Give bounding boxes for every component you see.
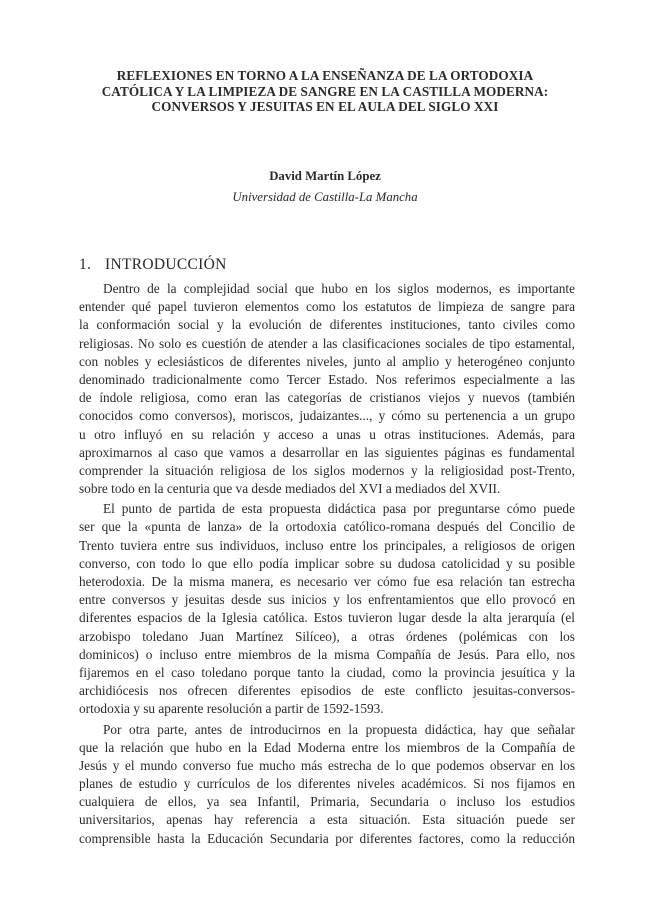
text-line: diferentes espacios de la Iglesia católica. Estos tuvieron lugar desde la alta jerarquía (el <box>79 610 575 626</box>
section-number: 1. <box>79 256 92 273</box>
text-line: conocidos como conversos), moriscos, judaizantes..., y cómo su pertenencia a un grupo <box>79 408 575 424</box>
text-line: comprender la situación religiosa de los siglos modernos y la religiosidad post-Trento, <box>79 462 575 478</box>
text-line: Trento tuviera entre sus individuos, incluso entre los principales, a religiosos de origen <box>79 537 575 553</box>
text-line: aproximarnos al caso que vamos a desarrollar en las siguientes páginas es fundamental <box>79 444 575 460</box>
text-line: arzobispo toledano Juan Martínez Silíceo), a otras órdenes (polémicas con los <box>79 628 575 644</box>
text-line: ortodoxia y su aparente resolución a partir de 1592-1593. <box>79 701 384 717</box>
title-line-2: CATÓLICA Y LA LIMPIEZA DE SANGRE EN LA CASTILLA MODERNA: <box>101 83 549 99</box>
text-line: dominicos) o incluso entre miembros de la misma Compañía de Jesús. Para ello, nos <box>79 646 575 662</box>
paper-title <box>60 68 590 115</box>
text-line: Jesús y el mundo converso fue mucho más estrecha de lo que podemos observar en los <box>79 757 575 773</box>
text-line: que la relación que hubo en la Edad Moderna entre los miembros de la Compañía de <box>79 739 575 755</box>
paragraph-3 <box>79 721 575 848</box>
title-line-1: REFLEXIONES EN TORNO A LA ENSEÑANZA DE LA ORTODOXIA <box>116 68 534 83</box>
text-line: u otro influyó en su relación y acceso a unas u otras instituciones. Además, para <box>79 426 575 442</box>
text-line: entre conversos y jesuitas desde sus inicios y los enfrentamientos que ello provocó en <box>79 592 575 608</box>
text-line: fijaremos en el caso toledano porque tanto la ciudad, como la provincia jesuítica y la <box>79 664 575 680</box>
paragraph-1 <box>79 280 575 498</box>
text-line: de índole religiosa, como eran las categorías de cristianos viejos y nuevos (también <box>79 390 575 406</box>
text-line: Dentro de la complejidad social que hubo en los siglos modernos, es importante <box>103 281 575 296</box>
text-line: religiosas. No solo es cuestión de atender a las clasificaciones sociales de tipo estamental, <box>79 335 575 351</box>
text-line: entender qué papel tuvieron elementos como los estatutos de limpieza de sangre para <box>79 299 575 315</box>
author-name: David Martín López <box>269 169 381 183</box>
text-line: planes de estudio y currículos de los diferentes niveles académicos. Si nos fijamos en <box>79 776 575 792</box>
text-line: comprensible hasta la Educación Secundaria por diferentes factores, como la reducción <box>79 830 575 846</box>
author-affiliation: Universidad de Castilla-La Mancha <box>232 190 418 204</box>
text-line: denominado tradicionalmente como Tercer Estado. Nos referimos especialmente a las <box>79 371 575 387</box>
text-line: la conformación social y la evolución de diferentes instituciones, tanto civiles como <box>79 317 575 333</box>
text-line: sobre todo en la centuria que va desde mediados del XVI a mediados del XVII. <box>79 481 501 497</box>
text-line: Por otra parte, antes de introducirnos en la propuesta didáctica, hay que señalar <box>103 721 575 737</box>
body-text <box>79 280 575 848</box>
section-title: INTRODUCCIÓN <box>105 256 227 273</box>
text-line: El punto de partida de esta propuesta didáctica pasa por preguntarse cómo puede <box>103 501 575 517</box>
paragraph-2 <box>79 500 575 718</box>
text-line: converso, con todo lo que ello podía implicar sobre su dudosa catolicidad y su posible <box>79 555 575 571</box>
text-line: archidiócesis nos ofrecen diferentes episodios de este conflicto jesuitas-conversos- <box>79 683 575 699</box>
section-heading <box>79 256 227 274</box>
title-line-3: CONVERSOS Y JESUITAS EN EL AULA DEL SIGLO XXI <box>151 99 499 114</box>
text-line: heterodoxia. De la misma manera, es necesario ver cómo fue esa relación tan estrecha <box>79 574 575 589</box>
text-line: ser que la «punta de lanza» de la ortodoxia católico-romana después del Concilio de <box>79 519 575 535</box>
text-line: con nobles y eclesiásticos de diferentes niveles, junto al amplio y heterogéneo conjunto <box>79 353 575 369</box>
text-line: cualquiera de ellos, ya sea Infantil, Primaria, Secundaria o incluso los estudios <box>79 794 575 810</box>
text-line: universitarios, apenas hay referencia a esta situación. Esta situación puede ser <box>79 812 575 828</box>
